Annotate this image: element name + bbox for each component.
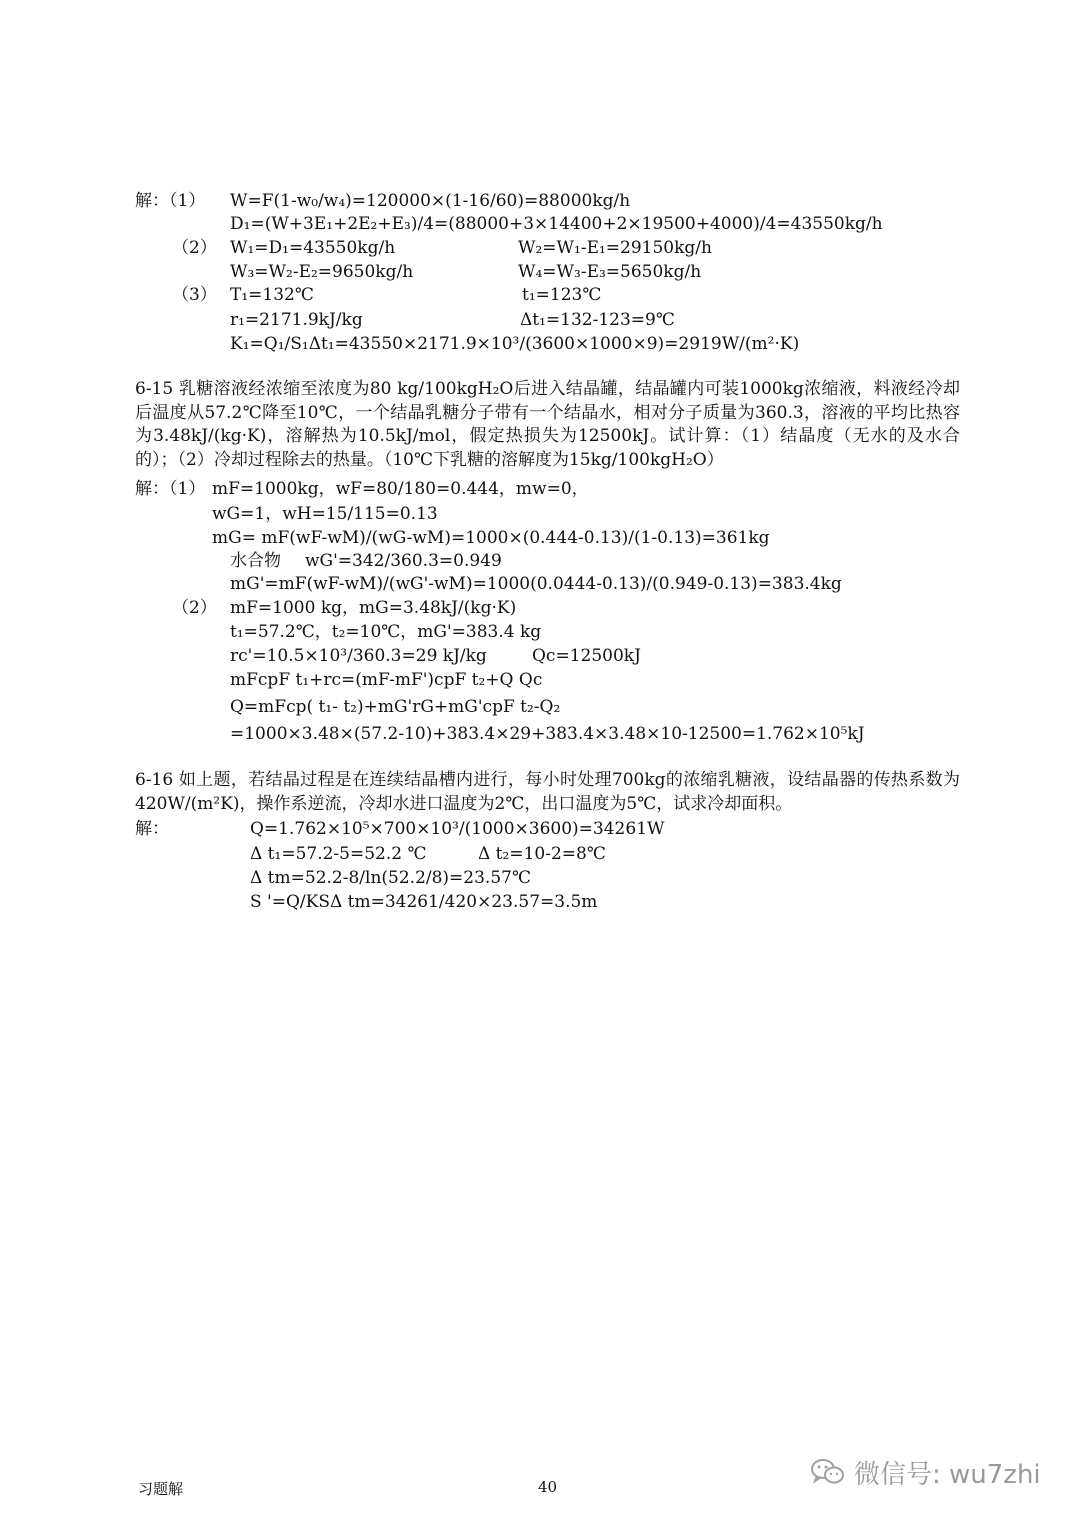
solution-label: 解： [135, 819, 169, 839]
watermark-text: 微信号: wu7zhi [854, 1459, 1041, 1490]
formula-line: S '=Q/KSΔ tm=34261/420×23.57=3.5m [250, 892, 598, 912]
formula-line: rc'=10.5×10³/360.3=29 kJ/kg [230, 646, 487, 666]
formula-line: W=F(1-w₀/w₄)=120000×(1-16/60)=88000kg/h [230, 191, 631, 211]
footer-title: 习题解 [138, 1480, 184, 1498]
formula-line: wG=1，wH=15/115=0.13 [212, 504, 438, 524]
formula-line: D₁=(W+3E₁+2E₂+E₃)/4=(88000+3×14400+2×19500+4000)/4=43550kg/h [230, 214, 883, 234]
formula-line: mFcpF t₁+rc=(mF-mF')cpF t₂+Q Qc [230, 670, 543, 690]
formula-line: W₃=W₂-E₂=9650kg/h [230, 262, 414, 282]
formula-line: mG'=mF(wF-wM)/(wG'-wM)=1000(0.0444-0.13)/(0.949-0.13)=383.4kg [230, 574, 842, 594]
formula-line: mG= mF(wF-wM)/(wG-wM)=1000×(0.444-0.13)/(1-0.13)=361kg [212, 528, 770, 548]
page-number: 40 [538, 1478, 558, 1496]
formula-line: T₁=132℃ [230, 285, 314, 305]
formula-line: W₂=W₁-E₁=29150kg/h [518, 238, 712, 258]
solution-label: 解：（1） [135, 191, 206, 211]
wechat-icon [810, 1457, 846, 1487]
formula-line: Qc=12500kJ [532, 646, 641, 666]
problem-6-15: 6-15 乳糖溶液经浓缩至浓度为80 kg/100kgH₂O后进入结晶罐，结晶罐内可装1000kg浓缩液，料液经冷却后温度从57.2℃降至10℃，一个结晶乳糖分子带有一个结晶水，相对分子质量为360.3，溶液的平均比热容为3.48kJ/(kg·K)，溶解热为10.5kJ/mol，假定热损失为12500kJ。试计算：（1）结晶度（无水的及水合的）；（2）冷却过程除去的热量。（10℃下乳糖的溶解度为15kg/100kgH₂O） [135, 379, 960, 470]
formula-line: Δ tm=52.2-8/ln(52.2/8)=23.57℃ [250, 868, 531, 888]
formula-line: K₁=Q₁/S₁Δt₁=43550×2171.9×10³/(3600×1000×9)=2919W/(m²·K) [230, 334, 800, 354]
formula-line: Q=mFcp( t₁- t₂)+mG'rG+mG'cpF t₂-Q₂ [230, 697, 561, 717]
solution-label: 解：（1） [135, 479, 206, 499]
formula-line: r₁=2171.9kJ/kg [230, 310, 363, 330]
formula-line: t₁=57.2℃，t₂=10℃，mG'=383.4 kg [230, 622, 542, 642]
formula-line: W₁=D₁=43550kg/h [230, 238, 396, 258]
problem-6-16: 6-16 如上题，若结晶过程是在连续结晶槽内进行，每小时处理700kg的浓缩乳糖液，设结晶器的传热系数为420W/(m²K)，操作系逆流，冷却水进口温度为2℃，出口温度为5℃，试求冷却面积。 [135, 770, 960, 814]
formula-line: mF=1000kg，wF=80/180=0.444，mw=0， [212, 479, 589, 499]
step-label: （2） [172, 238, 217, 258]
formula-line: =1000×3.48×(57.2-10)+383.4×29+383.4×3.48×10-12500=1.762×10⁵kJ [230, 724, 865, 744]
formula-line: Δt₁=132-123=9℃ [520, 310, 675, 330]
formula-line: Δ t₁=57.2-5=52.2 ℃ [250, 844, 427, 864]
formula-line: wG'=342/360.3=0.949 [305, 551, 502, 571]
step-label: （3） [172, 285, 217, 305]
step-label: （2） [172, 598, 217, 618]
formula-line: W₄=W₃-E₃=5650kg/h [518, 262, 702, 282]
formula-line: Q=1.762×10⁵×700×10³/(1000×3600)=34261W [250, 819, 665, 839]
formula-line: mF=1000 kg，mG=3.48kJ/(kg·K) [230, 598, 517, 618]
formula-line: t₁=123℃ [522, 285, 602, 305]
watermark [810, 1452, 1041, 1492]
hydrate-label: 水合物 [230, 551, 281, 571]
formula-line: Δ t₂=10-2=8℃ [478, 844, 606, 864]
